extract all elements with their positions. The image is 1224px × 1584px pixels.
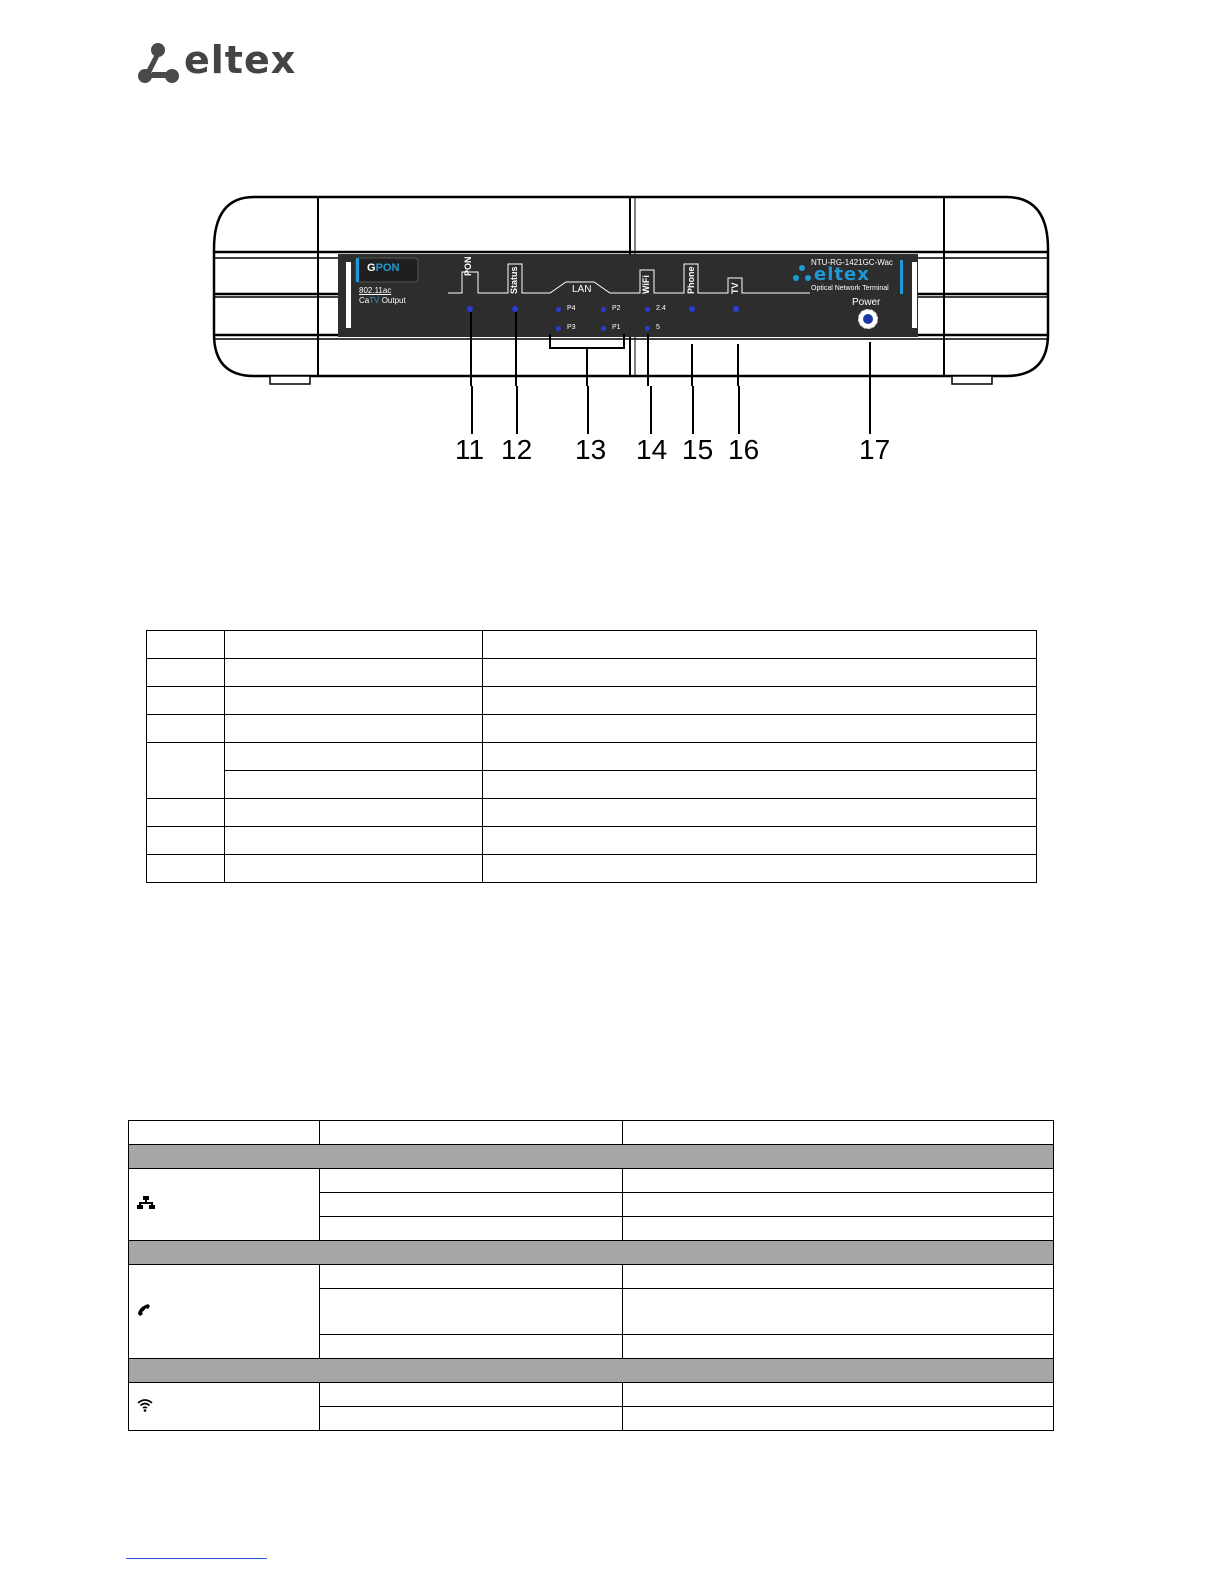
led-label-24: 2.4 <box>656 305 666 312</box>
footer-link[interactable] <box>126 1558 267 1559</box>
callout-leader-line <box>587 386 589 434</box>
led-label-wifi: WiFi <box>641 275 651 294</box>
table-header-row <box>129 1121 1054 1145</box>
table-row <box>147 827 1037 855</box>
wifi-standard-label: 802.11ac <box>359 286 392 295</box>
device-subtitle: Optical Network Terminal <box>811 285 889 292</box>
table-row <box>129 1383 1054 1407</box>
power-icon <box>863 314 873 324</box>
led-label-p4: P4 <box>567 305 576 312</box>
led-label-p3: P3 <box>567 324 576 331</box>
led-lan-p1 <box>601 326 606 331</box>
table-section-row <box>129 1241 1054 1265</box>
led-label-p1: P1 <box>612 324 621 331</box>
device-front-panel <box>210 194 1054 386</box>
wifi-icon <box>137 1399 153 1412</box>
power-label: Power <box>852 297 881 308</box>
led-lan-p3 <box>556 326 561 331</box>
led-label-pon: PON <box>463 256 473 276</box>
catv-output: Output <box>379 296 406 305</box>
led-wifi-24 <box>645 307 650 312</box>
led-status <box>512 306 518 312</box>
table-row <box>147 715 1037 743</box>
led-state-table <box>128 1120 1054 1431</box>
logo-wordmark: eltex <box>184 38 297 82</box>
table-row <box>147 687 1037 715</box>
led-phone <box>689 306 695 312</box>
led-label-status: Status <box>509 266 519 294</box>
callout-16: 16 <box>728 434 760 465</box>
callout-15: 15 <box>682 434 714 465</box>
phone-icon <box>137 1303 151 1317</box>
table-row <box>147 799 1037 827</box>
callout-line-17 <box>869 342 871 434</box>
led-wifi-5 <box>645 326 650 331</box>
catv-ca: Ca <box>359 296 370 305</box>
callout-leader-line <box>516 386 518 434</box>
callout-11: 11 <box>455 434 485 465</box>
table-row <box>129 1169 1054 1193</box>
table-row <box>147 659 1037 687</box>
led-label-5: 5 <box>656 324 660 331</box>
callout-leader-line <box>471 386 473 434</box>
led-tv <box>733 306 739 312</box>
power-button[interactable] <box>858 309 878 329</box>
indicator-table <box>146 630 1037 883</box>
table-section-row <box>129 1359 1054 1383</box>
table-section-row <box>129 1145 1054 1169</box>
callout-leader-line <box>650 386 652 434</box>
table-row <box>147 631 1037 659</box>
callout-12: 12 <box>501 434 533 465</box>
callout-leader-line <box>738 386 740 434</box>
led-pon <box>467 306 473 312</box>
led-label-phone: Phone <box>686 266 696 294</box>
led-lan-p2 <box>601 307 606 312</box>
table-row <box>147 771 1037 799</box>
device-brand-icon <box>792 264 812 282</box>
callout-13: 13 <box>575 434 607 465</box>
led-label-lan: LAN <box>572 284 592 295</box>
gpon-badge-pon: PON <box>375 262 400 274</box>
table-row <box>147 743 1037 771</box>
callout-14: 14 <box>636 434 668 465</box>
table-row <box>147 855 1037 883</box>
callout-17: 17 <box>859 434 891 465</box>
led-label-p2: P2 <box>612 305 621 312</box>
device-model: NTU-RG-1421GC-Wac <box>811 258 893 267</box>
callout-leader-line <box>692 386 694 434</box>
led-label-tv: TV <box>730 282 740 294</box>
gpon-badge-g: G <box>367 262 376 274</box>
lan-icon <box>137 1196 155 1210</box>
device-brand: eltex <box>814 264 870 285</box>
table-row <box>129 1265 1054 1289</box>
catv-tv: TV <box>369 296 380 305</box>
led-lan-p4 <box>556 307 561 312</box>
